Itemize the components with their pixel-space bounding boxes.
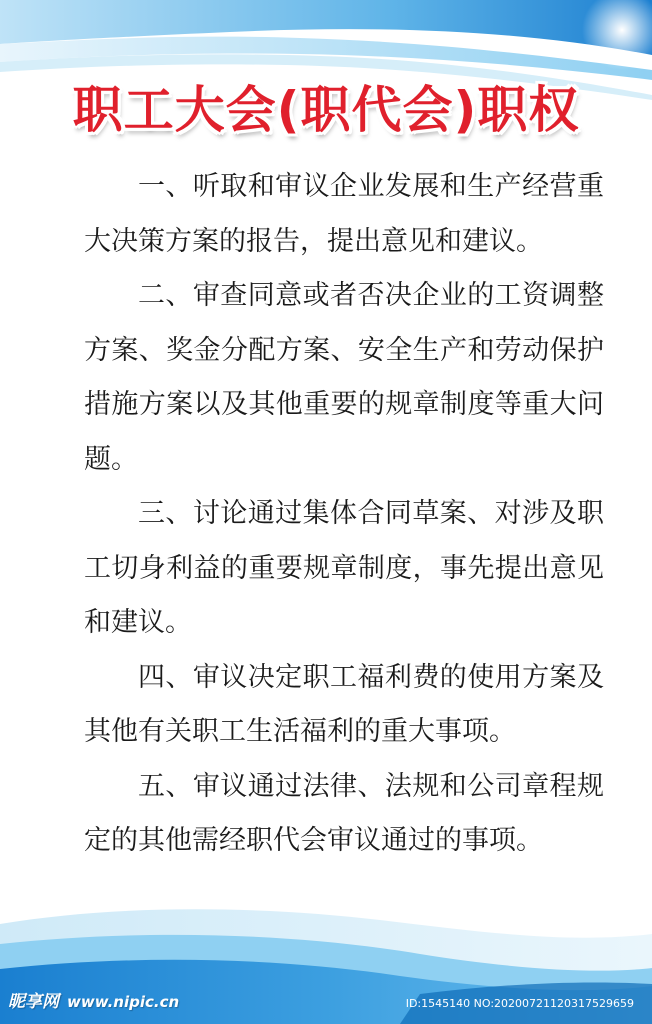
paragraph-3: 三、讨论通过集体合同草案、对涉及职工切身利益的重要规章制度，事先提出意见和建议。 <box>84 498 604 638</box>
paragraph-4: 四、审议决定职工福利费的使用方案及其他有关职工生活福利的重大事项。 <box>84 661 604 747</box>
image-id-label: ID:1545140 NO:20200721120317529659 <box>405 997 634 1010</box>
paragraph-5: 五、审议通过法律、法规和公司章程规定的其他需经职代会审议通过的事项。 <box>84 770 604 856</box>
watermark-logo <box>8 987 179 1012</box>
page-title: 职工大会(职代会)职权 <box>72 81 580 139</box>
paragraph-1: 一、听取和审议企业发展和生产经营重大决策方案的报告，提出意见和建议。 <box>84 171 604 257</box>
watermark-brand: 昵享网 <box>8 992 59 1012</box>
watermark-url: www.nipic.cn <box>67 993 180 1011</box>
content-body <box>84 160 604 869</box>
paragraph-2: 二、审查同意或者否决企业的工资调整方案、奖金分配方案、安全生产和劳动保护措施方案以及其他重要的规章制度等重大问题。 <box>84 280 604 475</box>
